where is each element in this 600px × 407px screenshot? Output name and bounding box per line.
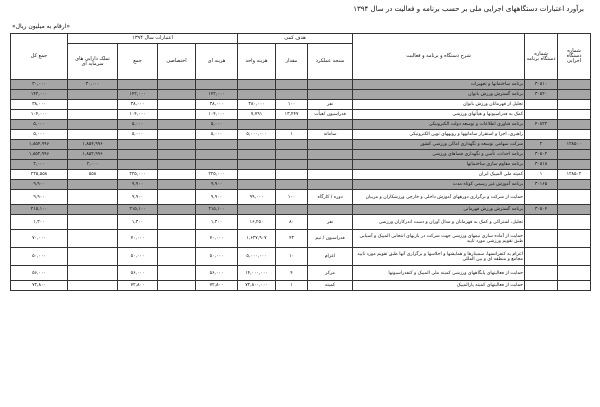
cell-exec	[558, 110, 591, 120]
cell-prog	[525, 215, 558, 230]
cell-special	[158, 266, 196, 281]
cell-prog: ۱	[525, 170, 558, 180]
cell-unit-cost	[238, 205, 276, 215]
cell-sum: ۱,۳۰۰	[118, 215, 158, 230]
cell-expense: ۲۱۵,۱۰۰	[196, 205, 238, 215]
cell-total: ۲۱۵,۱۰۰	[11, 205, 68, 215]
table-row	[11, 180, 591, 190]
cell-exec	[558, 190, 591, 205]
cell-total: ۳۰,۰۰۰	[11, 80, 68, 90]
cell-capital	[68, 120, 118, 130]
cell-amount	[276, 150, 308, 160]
cell-unit-cost	[238, 180, 276, 190]
cell-sum	[118, 160, 158, 170]
cell-desc: برنامه مقاوم سازی ساختمانها	[353, 160, 525, 170]
cell-special	[158, 110, 196, 120]
header-desc: شرح دستگاه و برنامه و فعالیت	[353, 34, 525, 80]
table-row	[11, 160, 591, 170]
cell-unit-cost	[238, 140, 276, 150]
cell-desc: برنامه احداث، تأمین و نگهداری فضاهای ورزشی	[353, 150, 525, 160]
cell-prog: ۳۰۵۰۴	[525, 205, 558, 215]
cell-exec: ۱۲۸۵۰۰	[558, 140, 591, 150]
cell-desc: برنامه گسترش ورزش قهرمانی	[353, 205, 525, 215]
cell-amount: ۱	[276, 281, 308, 291]
cell-measure: کمیته	[308, 281, 353, 291]
cell-sum: ۳۸,۰۰۰	[118, 100, 158, 110]
cell-special	[158, 281, 196, 291]
cell-expense	[196, 80, 238, 90]
cell-expense: ۱۰۴,۰۰۰	[196, 110, 238, 120]
cell-exec	[558, 150, 591, 160]
cell-unit-cost	[238, 160, 276, 170]
header-capital: تملک دارایی های سرمایه ای	[68, 44, 118, 80]
cell-measure	[308, 205, 353, 215]
cell-desc: اعزام به کنفرانسها، سمینارها و همایشها و اجلاسها و برگزاری آنها طبق تقویم مورد تایید مجامع و منطقه ای و بین المللی	[353, 248, 525, 266]
cell-capital: ۳۰,۰۰۰	[68, 80, 118, 90]
cell-capital	[68, 205, 118, 215]
header-credits-group: اعتبارات سال ۱۳۹۴	[68, 34, 238, 44]
cell-sum: ۹,۹۰۰	[118, 180, 158, 190]
table-row	[11, 130, 591, 140]
cell-sum	[118, 80, 158, 90]
cell-special	[158, 170, 196, 180]
cell-desc: حمایت از شرکت و برگزاری دورههای آموزش داخلی و خارجی ورزشکاران و مربیان	[353, 190, 525, 205]
cell-total: ۱۰۴,۰۰۰	[11, 110, 68, 120]
cell-special	[158, 180, 196, 190]
cell-exec	[558, 90, 591, 100]
cell-expense: ۹,۹۰۰	[196, 180, 238, 190]
cell-capital	[68, 130, 118, 140]
cell-unit-cost: ۷,۷۹۱	[238, 110, 276, 120]
cell-capital	[68, 110, 118, 120]
cell-total: ۱,۳۰۰	[11, 215, 68, 230]
cell-unit-cost: ۵,۰۰۰,۰۰۰	[238, 130, 276, 140]
cell-capital: ۲,۰۰۰	[68, 160, 118, 170]
cell-sum: ۹,۹۰۰	[118, 190, 158, 205]
cell-prog	[525, 130, 558, 140]
table-row	[11, 281, 591, 291]
cell-expense: ۵,۰۰۰	[196, 130, 238, 140]
header-sum: جمع	[118, 44, 158, 80]
cell-measure: مرکز	[308, 266, 353, 281]
cell-expense: ۹,۹۰۰	[196, 190, 238, 205]
cell-desc: حمایت از فعالیتهای پایگاههای ورزشی کمیته ملی المپیک و کنفدراسیونها	[353, 266, 525, 281]
cell-measure: دوره / کارگاه	[308, 190, 353, 205]
cell-sum: ۷۲,۸۰۰	[118, 281, 158, 291]
cell-expense: ۲۲۵,۰۰۰	[196, 170, 238, 180]
cell-desc: برنامه فناوری اطلاعات و توسعه دولت الکترونیکی	[353, 120, 525, 130]
cell-unit-cost: ۳۸۰,۰۰۰	[238, 100, 276, 110]
cell-measure: سامانه	[308, 130, 353, 140]
header-measure: سنجه عملکرد	[308, 44, 353, 80]
cell-desc: حمایت از آماده سازی تیمهای ورزشی جهت شرکت در بازیهای انتخابی المپیک و آسیایی طبق تقویم ورزشی مورد تایید	[353, 230, 525, 248]
table-row	[11, 190, 591, 205]
cell-prog: ۳۰۵۰۲	[525, 150, 558, 160]
header-amount: مقدار	[276, 44, 308, 80]
cell-measure	[308, 170, 353, 180]
table-row	[11, 205, 591, 215]
table-row	[11, 230, 591, 248]
cell-sum: ۱۰۴,۰۰۰	[118, 110, 158, 120]
cell-special	[158, 100, 196, 110]
cell-desc: تجلیل، اشتراکی و کمک به قهرمانان و مدال آوران و دست اندرکاران ورزشی	[353, 215, 525, 230]
cell-total: ۲,۰۰۰	[11, 160, 68, 170]
cell-prog	[525, 100, 558, 110]
cell-desc: شرکت سهامی توسعه و نگهداری اماکن ورزشی کشور	[353, 140, 525, 150]
cell-measure	[308, 140, 353, 150]
cell-desc: راهبری، اجرا و استقرار سامانهها و رویههای نوین الکترونیکی	[353, 130, 525, 140]
table-row	[11, 80, 591, 90]
table-row	[11, 215, 591, 230]
cell-amount	[276, 80, 308, 90]
cell-amount	[276, 180, 308, 190]
cell-prog	[525, 230, 558, 248]
cell-capital	[68, 90, 118, 100]
cell-exec	[558, 80, 591, 90]
page-title: برآورد اعتبارات دستگاههای اجرایی ملی بر حسب برنامه و فعالیت در سال ۱۳۹۴	[353, 5, 584, 13]
cell-total: ۷۰,۰۰۰	[11, 230, 68, 248]
cell-expense: ۵,۰۰۰	[196, 120, 238, 130]
cell-special	[158, 190, 196, 205]
cell-capital	[68, 266, 118, 281]
cell-prog	[525, 266, 558, 281]
cell-expense: ۷۰,۰۰۰	[196, 230, 238, 248]
cell-measure	[308, 150, 353, 160]
cell-expense: ۳۸,۰۰۰	[196, 100, 238, 110]
cell-capital	[68, 180, 118, 190]
cell-capital	[68, 230, 118, 248]
cell-expense: ۷۲,۸۰۰	[196, 281, 238, 291]
cell-total: ۲۲۵,۵۵۸	[11, 170, 68, 180]
cell-desc: کمیته ملی المپیک ایران	[353, 170, 525, 180]
cell-exec	[558, 266, 591, 281]
cell-sum: ۲۱۵,۱۰۰	[118, 205, 158, 215]
cell-capital	[68, 281, 118, 291]
cell-exec	[558, 230, 591, 248]
cell-expense	[196, 140, 238, 150]
cell-unit-cost: ۷۲,۸۰۰,۰۰۰	[238, 281, 276, 291]
cell-capital: ۱,۸۵۴,۹۹۶	[68, 140, 118, 150]
cell-prog: ۳۰۵۱۸	[525, 160, 558, 170]
cell-unit-cost	[238, 150, 276, 160]
table-row	[11, 248, 591, 266]
cell-measure	[308, 180, 353, 190]
cell-unit-cost	[238, 80, 276, 90]
cell-exec	[558, 281, 591, 291]
cell-measure: نفر	[308, 215, 353, 230]
cell-prog	[525, 281, 558, 291]
cell-amount	[276, 90, 308, 100]
cell-exec	[558, 100, 591, 110]
cell-prog: ۳۰۵۲۰	[525, 90, 558, 100]
table-row	[11, 120, 591, 130]
cell-capital	[68, 100, 118, 110]
cell-total: ۵,۰۰۰	[11, 120, 68, 130]
cell-exec	[558, 160, 591, 170]
unit-note: «ارقام به میلیون ریال»	[12, 23, 71, 30]
table-row	[11, 90, 591, 100]
cell-amount: ۴	[276, 266, 308, 281]
cell-sum: ۵۶,۰۰۰	[118, 266, 158, 281]
cell-amount	[276, 170, 308, 180]
cell-measure: نفر	[308, 100, 353, 110]
cell-sum: ۵,۰۰۰	[118, 120, 158, 130]
cell-total: ۷۲,۸۰۰	[11, 281, 68, 291]
cell-amount: ۱۰	[276, 248, 308, 266]
cell-desc: تجلیل از قهرمانان ورزش بانوان	[353, 100, 525, 110]
cell-sum	[118, 140, 158, 150]
cell-special	[158, 160, 196, 170]
cell-total: ۳۸,۰۰۰	[11, 100, 68, 110]
cell-desc: برنامه گسترش ورزش بانوان	[353, 90, 525, 100]
header-exec-no: شماره دستگاه اجرایی	[558, 34, 591, 80]
cell-expense	[196, 160, 238, 170]
cell-unit-cost: ۱۶,۲۵۰	[238, 215, 276, 230]
table-row	[11, 100, 591, 110]
cell-unit-cost: ۵,۰۰۰,۰۰۰	[238, 248, 276, 266]
cell-prog: ۴۰۸۲۲	[525, 120, 558, 130]
cell-sum: ۲۲۵,۰۰۰	[118, 170, 158, 180]
cell-sum: ۵۰,۰۰۰	[118, 248, 158, 266]
cell-amount: ۱۰۰	[276, 190, 308, 205]
table-row	[11, 110, 591, 120]
cell-amount: ۱۰۰	[276, 100, 308, 110]
cell-capital	[68, 215, 118, 230]
cell-total: ۹,۹۰۰	[11, 190, 68, 205]
cell-expense: ۱,۳۰۰	[196, 215, 238, 230]
cell-capital: ۵۵۸	[68, 170, 118, 180]
cell-capital	[68, 248, 118, 266]
cell-amount	[276, 160, 308, 170]
cell-special	[158, 230, 196, 248]
cell-capital	[68, 190, 118, 205]
header-target-group: هدف کمی	[238, 34, 353, 44]
budget-table	[10, 33, 591, 291]
cell-special	[158, 140, 196, 150]
cell-desc: کمک به فدراسیونها و هیأتهای ورزشی	[353, 110, 525, 120]
cell-exec	[558, 130, 591, 140]
cell-total: ۱۴۲,۰۰۰	[11, 90, 68, 100]
cell-sum: ۷۰,۰۰۰	[118, 230, 158, 248]
cell-sum: ۱۴۲,۰۰۰	[118, 90, 158, 100]
cell-prog: ۳۰۵۱۰	[525, 80, 558, 90]
cell-amount	[276, 140, 308, 150]
header-expense: هزینه ای	[196, 44, 238, 80]
cell-amount	[276, 205, 308, 215]
cell-total: ۱,۸۵۲,۹۹۶	[11, 150, 68, 160]
cell-amount: ۸۰	[276, 215, 308, 230]
header-prog-no: شماره دستگاه برنامه	[525, 34, 558, 80]
cell-total: ۵,۰۰۰	[11, 130, 68, 140]
cell-expense: ۵۶,۰۰۰	[196, 266, 238, 281]
cell-sum	[118, 150, 158, 160]
cell-total: ۱,۸۵۴,۹۹۶	[11, 140, 68, 150]
cell-exec	[558, 215, 591, 230]
cell-exec	[558, 120, 591, 130]
header-total: جمع کل	[11, 34, 68, 80]
cell-amount: ۱	[276, 130, 308, 140]
cell-total: ۹,۹۰۰	[11, 180, 68, 190]
cell-measure	[308, 160, 353, 170]
cell-special	[158, 215, 196, 230]
cell-unit-cost: ۱۴,۰۰۰,۰۰۰	[238, 266, 276, 281]
cell-expense: ۱۴۲,۰۰۰	[196, 90, 238, 100]
cell-special	[158, 80, 196, 90]
cell-measure: فدراسیون / تیم	[308, 230, 353, 248]
cell-prog: ۲	[525, 140, 558, 150]
cell-special	[158, 205, 196, 215]
cell-special	[158, 130, 196, 140]
cell-measure	[308, 90, 353, 100]
cell-prog	[525, 248, 558, 266]
cell-prog: ۳۰۱۶۵	[525, 180, 558, 190]
cell-exec	[558, 205, 591, 215]
table-row	[11, 170, 591, 180]
cell-prog	[525, 190, 558, 205]
cell-special	[158, 90, 196, 100]
cell-desc: برنامه ساختمانها و تجهیزات	[353, 80, 525, 90]
cell-capital: ۱,۸۵۲,۹۹۶	[68, 150, 118, 160]
cell-prog	[525, 110, 558, 120]
cell-special	[158, 120, 196, 130]
cell-unit-cost	[238, 120, 276, 130]
cell-total: ۵۶,۰۰۰	[11, 266, 68, 281]
cell-exec	[558, 180, 591, 190]
header-unit-cost: هزینه واحد	[238, 44, 276, 80]
header-special: اختصاصی	[158, 44, 196, 80]
cell-desc: برنامه آموزش غیر رسمی کوتاه مدت	[353, 180, 525, 190]
cell-special	[158, 248, 196, 266]
cell-unit-cost: ۱,۶۲۷,۹۰۷	[238, 230, 276, 248]
cell-amount: ۴۳	[276, 230, 308, 248]
cell-amount: ۱۳,۴۴۷	[276, 110, 308, 120]
table-row	[11, 140, 591, 150]
cell-expense	[196, 150, 238, 160]
cell-special	[158, 150, 196, 160]
cell-amount	[276, 120, 308, 130]
cell-measure	[308, 120, 353, 130]
table-row	[11, 266, 591, 281]
cell-exec: ۱۲۸۵۰۲	[558, 170, 591, 180]
cell-total: ۵۰,۰۰۰	[11, 248, 68, 266]
cell-measure	[308, 80, 353, 90]
cell-measure: فدراسیون /هیأت	[308, 110, 353, 120]
cell-exec	[558, 248, 591, 266]
cell-unit-cost: ۹۹,۰۰۰	[238, 190, 276, 205]
cell-measure: اعزام	[308, 248, 353, 266]
table-row	[11, 150, 591, 160]
cell-desc: حمایت از فعالیتهای کمیته پارالمپیک	[353, 281, 525, 291]
cell-sum: ۵,۰۰۰	[118, 130, 158, 140]
cell-expense: ۵۰,۰۰۰	[196, 248, 238, 266]
cell-unit-cost	[238, 90, 276, 100]
cell-unit-cost	[238, 170, 276, 180]
